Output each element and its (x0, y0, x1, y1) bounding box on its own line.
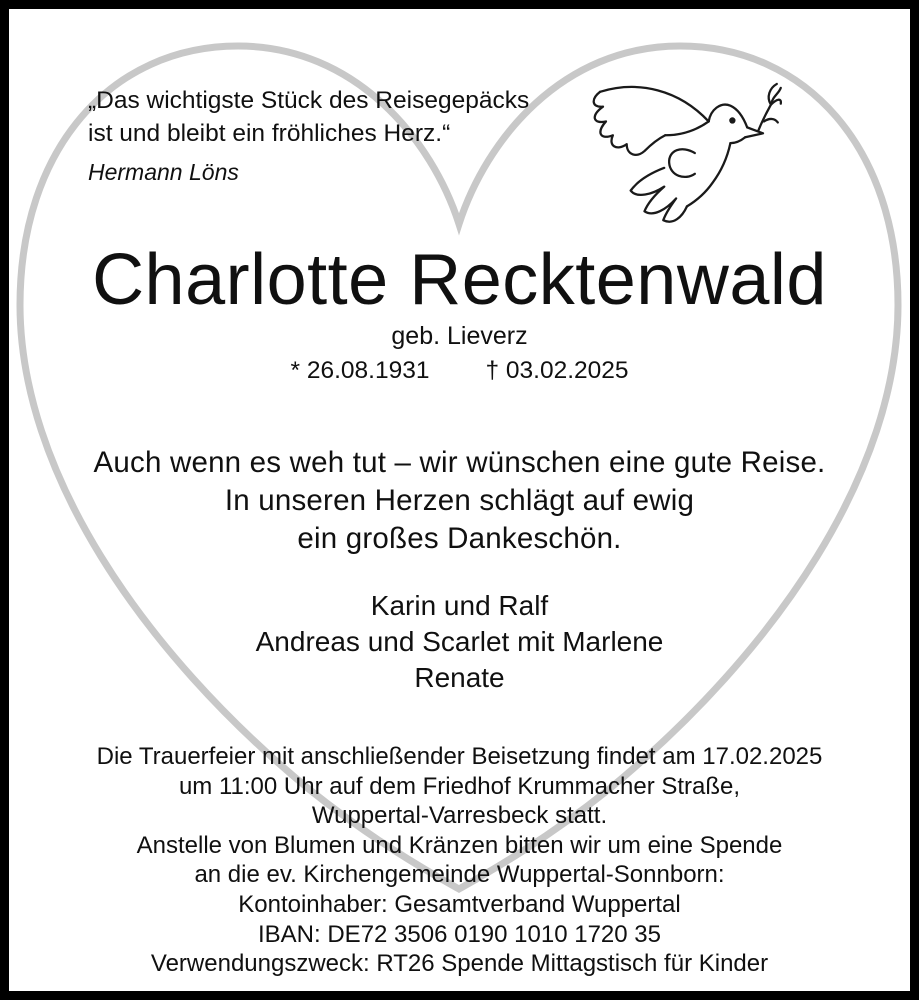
maiden-name: geb. Lieverz (391, 322, 528, 350)
mourners-list (0, 588, 919, 696)
funeral-line: Anstelle von Blumen und Kränzen bitten wir um eine Spende (136, 831, 783, 859)
quote-block (88, 84, 529, 189)
funeral-line: Verwendungszweck: RT26 Spende Mittagstisch für Kinder (150, 950, 769, 978)
mourner-line: Renate (414, 662, 505, 693)
farewell-message (0, 444, 919, 558)
message-line: Auch wenn es weh tut – wir wünschen eine gute Reise. (93, 446, 826, 479)
dove-icon (583, 78, 783, 236)
deceased-name: Charlotte Recktenwald (92, 240, 827, 320)
quote-attribution: Hermann Löns (88, 159, 239, 185)
funeral-line: Wuppertal-Varresbeck statt. (311, 802, 608, 830)
mourner-line: Karin und Ralf (370, 590, 549, 621)
funeral-details (0, 742, 919, 979)
life-dates (0, 357, 919, 385)
quote-line-2: ist und bleibt ein fröhliches Herz.“ (88, 120, 451, 147)
funeral-line: Die Trauerfeier mit anschließender Beisetzung findet am 17.02.2025 (96, 743, 823, 770)
message-line: ein großes Dankeschön. (297, 522, 622, 555)
quote-line-1: „Das wichtigste Stück des Reisegepäcks (88, 87, 530, 114)
birth-date: * 26.08.1931 (290, 357, 430, 384)
funeral-line: Kontoinhaber: Gesamtverband Wuppertal (238, 890, 681, 918)
mourner-line: Andreas und Scarlet mit Marlene (255, 626, 664, 657)
funeral-line: an die ev. Kirchengemeinde Wuppertal-Sonnborn: (194, 861, 725, 889)
funeral-line: um 11:00 Uhr auf dem Friedhof Krummacher Straße, (178, 772, 741, 800)
death-date: † 03.02.2025 (485, 357, 629, 384)
funeral-line: IBAN: DE72 3506 0190 1010 1720 35 (258, 920, 661, 948)
message-line: In unseren Herzen schlägt auf ewig (224, 484, 695, 517)
